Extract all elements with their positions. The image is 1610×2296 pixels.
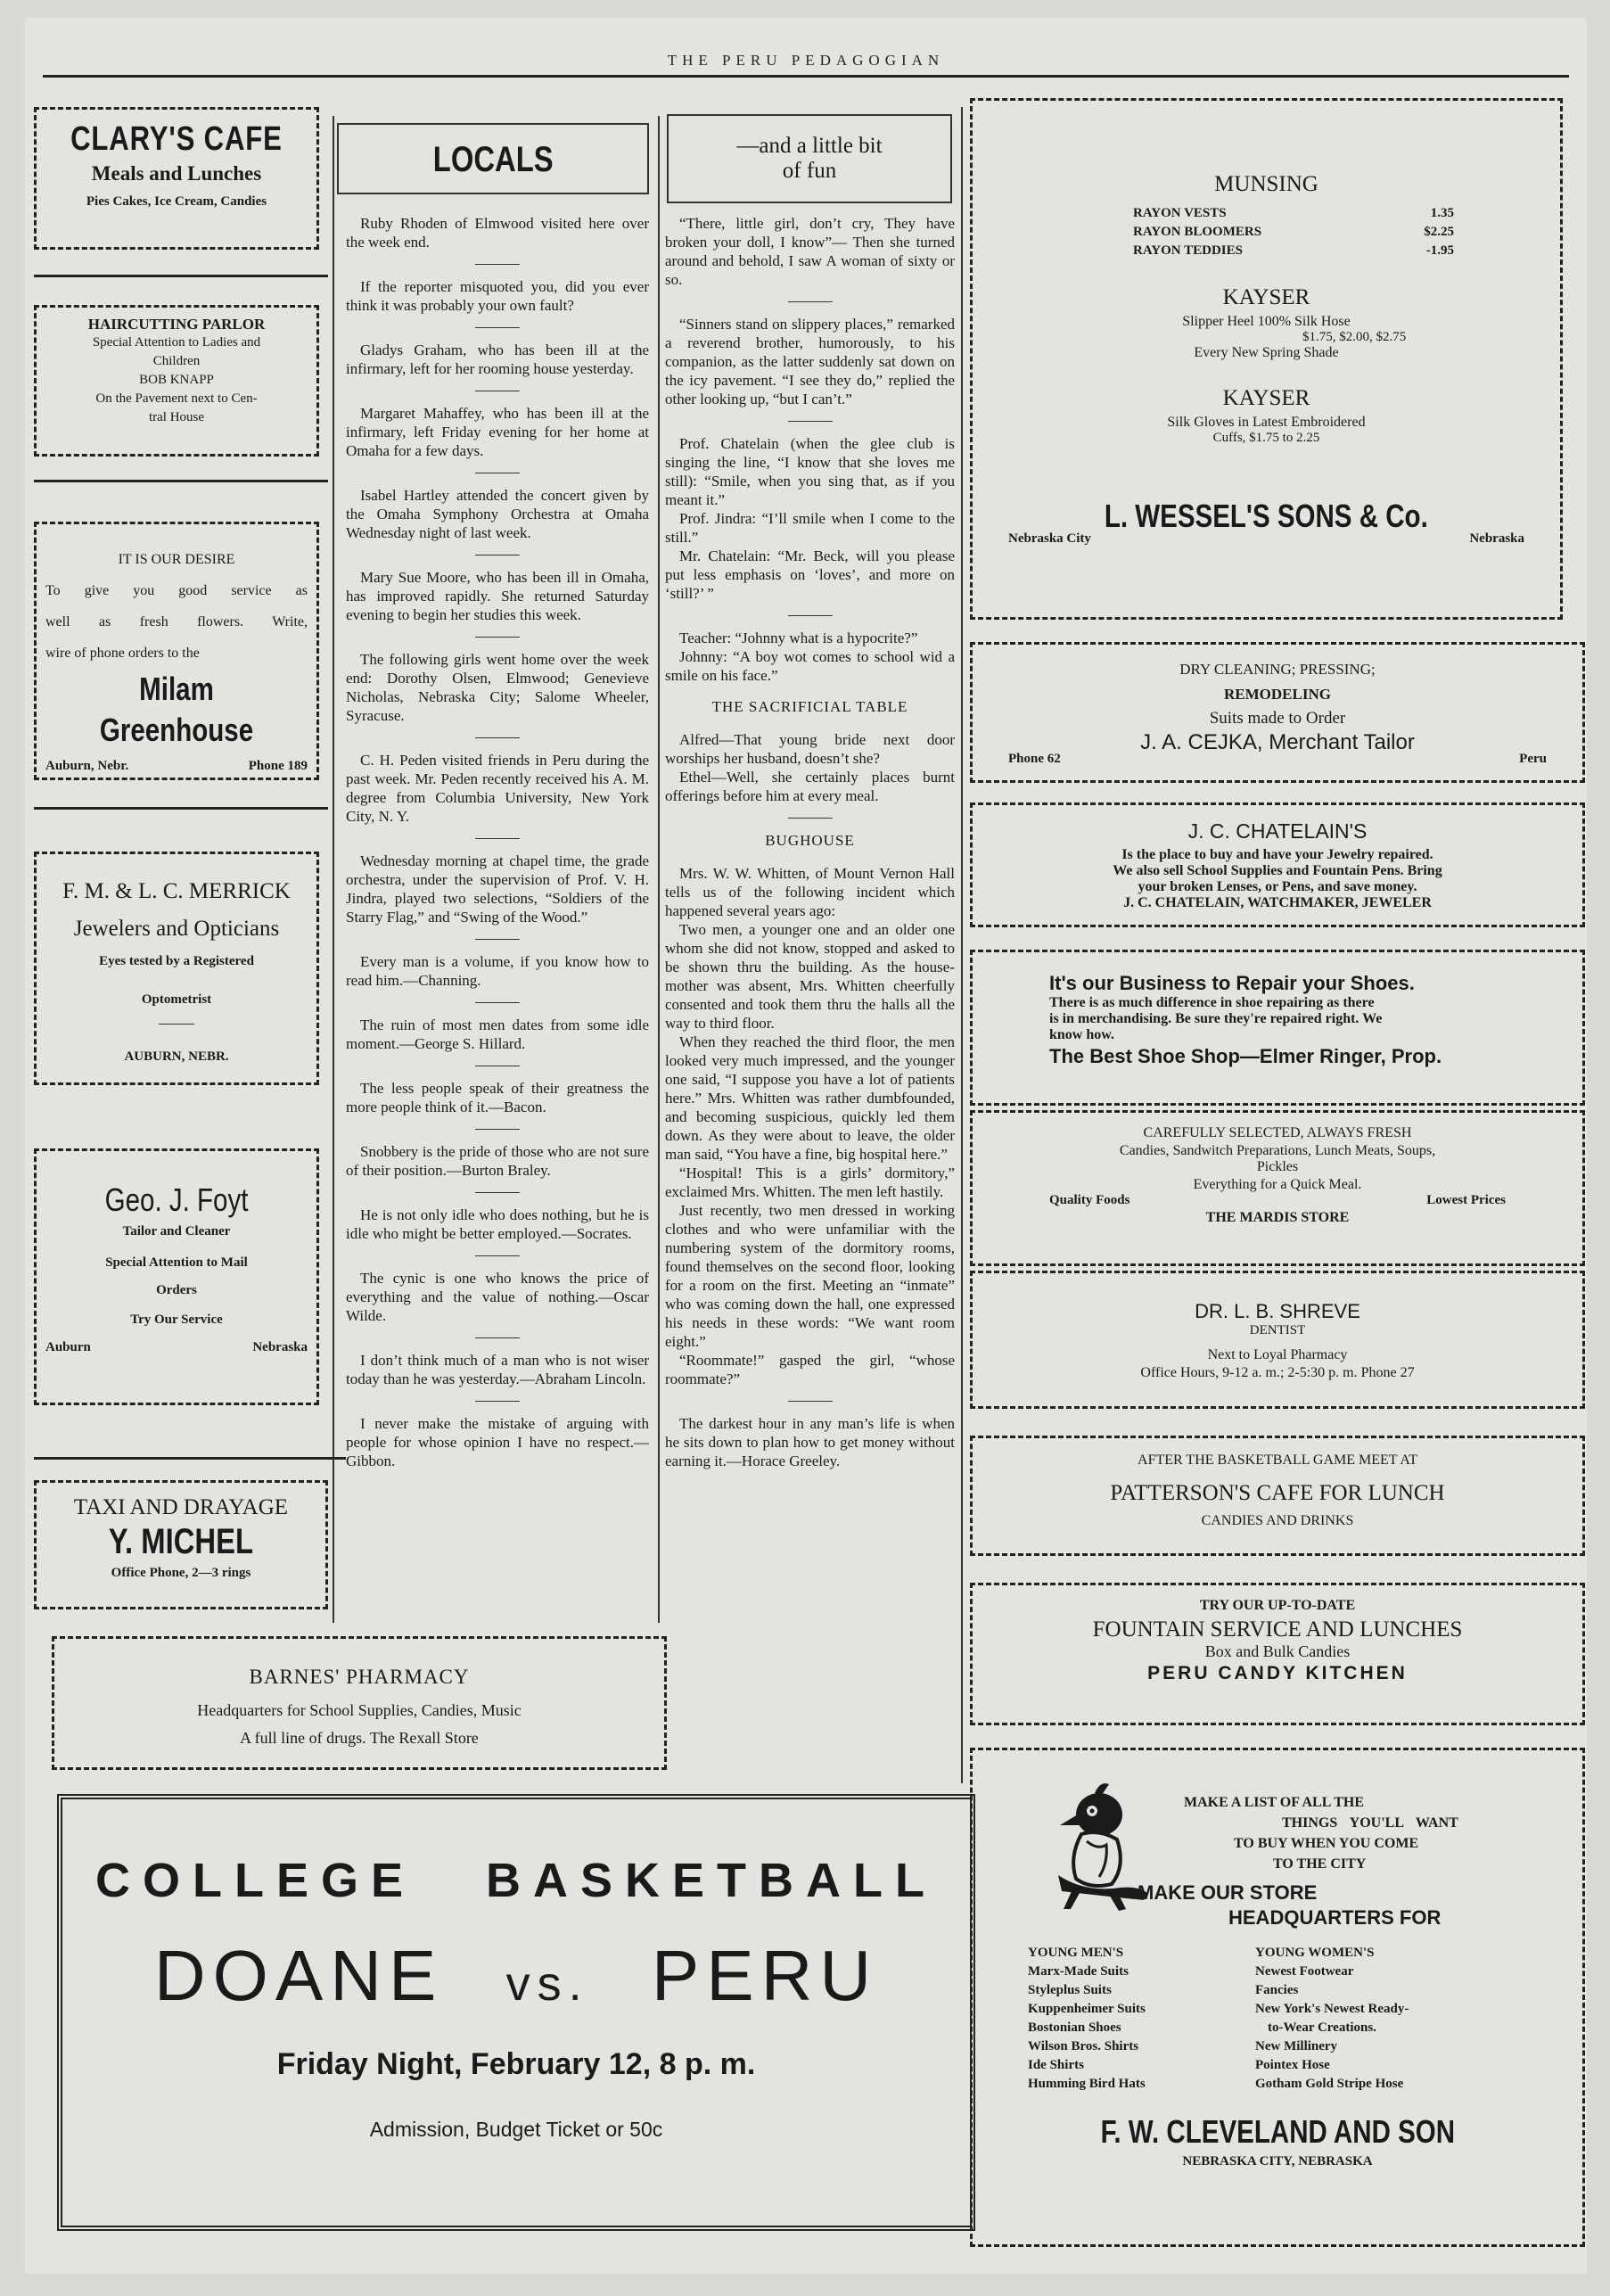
wessel-name: L. WESSEL'S SONS & Co. <box>1105 498 1428 534</box>
haircut-title: HAIRCUTTING PARLOR <box>87 316 266 333</box>
locals-item-17: I never make the mistake of arguing with people for whose opinion I have no respect.—Gibbon. <box>346 1415 649 1469</box>
cejka-line2: REMODELING <box>1224 686 1331 703</box>
fun-p5: Mr. Chatelain: “Mr. Beck, will you please put less emphasis on ‘loves’, and more on ‘still?’ ” <box>665 547 955 602</box>
clarys-line1: Meals and Lunches <box>91 162 262 185</box>
ad-cejka <box>970 642 1585 783</box>
ad-milam-greenhouse <box>34 522 319 780</box>
header-rule <box>43 75 1569 78</box>
fun-head-sacrificial: THE SACRIFICIAL TABLE <box>711 698 908 715</box>
cleveland-mens-1: Marx-Made Suits <box>1028 1964 1129 1979</box>
fun-head-bughouse: BUGHOUSE <box>765 832 855 849</box>
wessel-item-1-price: 1.35 <box>1430 206 1454 220</box>
locals-item-16: I don’t think much of a man who is not wiser today than he was yesterday.—Abraham Lincoln. <box>346 1352 649 1387</box>
wessel-munsing: MUNSING <box>1214 172 1318 196</box>
shreve-line1: DENTIST <box>1249 1323 1306 1337</box>
cleveland-line1: MAKE A LIST OF ALL THE <box>1184 1795 1364 1810</box>
ad-shoe-shop <box>970 950 1585 1106</box>
newspaper-page <box>25 18 1587 2274</box>
ad-chatelain <box>970 802 1585 927</box>
michel-phone: Office Phone, 2—3 rings <box>111 1566 251 1580</box>
fun-p16: The darkest hour in any man’s life is when he sits down to plan how to get money without earning it.—Horace Greeley. <box>665 1415 955 1469</box>
cleveland-mens-title: YOUNG MEN'S <box>1028 1946 1124 1960</box>
fun-p2: “Sinners stand on slippery places,” remarked a reverend brother, humorously, to his companion, as the latter suddenly sat down on the icy pavement. “I see they do,” replied the other looking up, “but I can’t.” <box>665 316 955 407</box>
cejka-phone: Phone 62 <box>1008 752 1061 766</box>
locals-right-rule <box>658 116 660 1623</box>
shreve-line2: Next to Loyal Pharmacy <box>1207 1347 1348 1362</box>
fun-p4: Prof. Jindra: “I’ll smile when I come to the still.” <box>665 510 955 546</box>
cleveland-line2: THINGS YOU'LL WANT <box>1282 1815 1458 1831</box>
mardis-left: Quality Foods <box>1049 1193 1130 1207</box>
michel-line1: TAXI AND DRAYAGE <box>73 1495 289 1519</box>
barnes-line2: A full line of drugs. The Rexall Store <box>240 1729 479 1747</box>
foyt-line3: Orders <box>156 1283 197 1297</box>
cleveland-intro <box>1175 1792 1549 1874</box>
locals-item-6: Mary Sue Moore, who has been ill in Omaha, has improved rapidly. She returned Saturday evening to begin her studies this week. <box>346 569 649 623</box>
cleveland-womens-3: New York's Newest Ready- <box>1255 2002 1409 2016</box>
fun-p8: Alfred—That young bride next door worships her husband, doesn’t she? <box>665 731 955 767</box>
locals-column <box>346 214 649 1483</box>
clarys-name: CLARY'S CAFE <box>70 120 283 158</box>
shreve-line3: Office Hours, 9-12 a. m.; 2-5:30 p. m. Phone 27 <box>1140 1365 1415 1380</box>
milam-city: Auburn, Nebr. <box>45 759 129 773</box>
ad-barnes-pharmacy <box>52 1636 667 1770</box>
cleveland-mens-6: Ide Shirts <box>1028 2058 1084 2072</box>
wessel-city: Nebraska City <box>1008 531 1091 546</box>
fun-title-2: of fun <box>782 159 837 183</box>
haircut-line3: BOB KNAPP <box>139 373 214 387</box>
candy-line1: TRY OUR UP-TO-DATE <box>1199 1598 1356 1613</box>
wessel-kayser1-prices: $1.75, $2.00, $2.75 <box>1302 330 1407 344</box>
fun-p14: Just recently, two men dressed in working clothes and who were unfamiliar with the numbering system of the dormitory rooms, found themselves on the second floor, looking for a room on the first. Meeting an “inmate” who was coming down the hall, one expressed his needs in these words: “We want room eight.” <box>665 1202 955 1350</box>
shoe-line1: It's our Business to Repair your Shoes. <box>1049 972 1415 994</box>
basketball-peru: PERU <box>651 1936 879 2015</box>
cejka-line1: DRY CLEANING; PRESSING; <box>1179 661 1376 678</box>
fun-p13: “Hospital! This is a girls’ dormitory,” exclaimed Mrs. Whitten. The men left hastily. <box>665 1164 955 1200</box>
wessel-item-3-name: RAYON TEDDIES <box>1133 243 1243 258</box>
ad-shreve <box>970 1271 1585 1409</box>
chatelain-line4: J. C. CHATELAIN, WATCHMAKER, JEWELER <box>1123 895 1432 910</box>
cleveland-name: F. W. CLEVELAND AND SON <box>1100 2113 1455 2150</box>
cleveland-womens-6: Pointex Hose <box>1255 2058 1330 2072</box>
ad-mardis-store <box>970 1110 1585 1266</box>
cejka-name: J. A. CEJKA, Merchant Tailor <box>1140 730 1415 754</box>
cleveland-line4: TO THE CITY <box>1273 1856 1367 1872</box>
chatelain-name: J. C. CHATELAIN'S <box>1187 819 1368 843</box>
cleveland-footer <box>970 2113 1585 2169</box>
cleveland-mens-5: Wilson Bros. Shirts <box>1028 2039 1139 2053</box>
basketball-doane: DOANE <box>153 1936 444 2015</box>
foyt-line2: Special Attention to Mail <box>105 1255 248 1270</box>
cleveland-mens-4: Bostonian Shoes <box>1028 2020 1121 2035</box>
michel-name: Y. MICHEL <box>108 1522 254 1561</box>
locals-item-14: He is not only idle who does nothing, but he is idle who might be better employed.—Socrates. <box>346 1206 649 1242</box>
cleveland-womens-list <box>1255 1944 1523 2094</box>
candy-line3: Box and Bulk Candies <box>1204 1642 1351 1660</box>
shoe-line4: know how. <box>1049 1027 1114 1042</box>
patterson-line1: AFTER THE BASKETBALL GAME MEET AT <box>1138 1452 1417 1468</box>
foyt-name: Geo. J. Foyt <box>104 1181 249 1218</box>
left-rule-4 <box>34 1457 346 1460</box>
locals-item-12: The less people speak of their greatness the more people think of it.—Bacon. <box>346 1080 649 1115</box>
fun-right-rule <box>961 107 963 1783</box>
mardis-line4: Everything for a Quick Meal. <box>1193 1177 1362 1192</box>
merrick-rule <box>159 1024 194 1025</box>
locals-item-15: The cynic is one who knows the price of everything and the value of nothing.—Oscar Wilde. <box>346 1270 649 1324</box>
locals-item-7: The following girls went home over the week end: Dorothy Olsen, Elmwood; Genevieve Nicholas, Nebraska City; Salome Wheeler, Syracuse. <box>346 651 649 724</box>
left-rule-2 <box>34 480 328 482</box>
cejka-line3: Suits made to Order <box>1209 709 1346 728</box>
wessel-kayser-1: KAYSER <box>1222 285 1310 309</box>
locals-item-9: Wednesday morning at chapel time, the grade orchestra, under the supervision of Prof. V. H. Jindra, played two selections, “Soldiers of the Starry Flag,” and “Swing of the Wood.” <box>346 852 649 926</box>
wessel-item-2-price: $2.25 <box>1424 225 1454 239</box>
ad-clarys-cafe <box>34 107 319 250</box>
cleveland-mens-list <box>1028 1944 1242 2094</box>
mardis-line2: Candies, Sandwitch Preparations, Lunch Meats, Soups, <box>1119 1143 1436 1158</box>
cleveland-mens-3: Kuppenheimer Suits <box>1028 2002 1146 2016</box>
fun-title-box <box>667 114 952 203</box>
haircut-line2: Children <box>152 354 201 368</box>
haircut-line4: On the Pavement next to Cen- <box>95 391 258 406</box>
cleveland-city: NEBRASKA CITY, NEBRASKA <box>1182 2154 1373 2168</box>
wessel-kayser2-line1: Silk Gloves in Latest Embroidered <box>1167 415 1366 430</box>
milam-name: Milam Greenhouse <box>99 671 254 748</box>
shreve-name: DR. L. B. SHREVE <box>1195 1300 1360 1322</box>
cleveland-womens-5: New Millinery <box>1255 2039 1338 2053</box>
shoe-name: The Best Shoe Shop—Elmer Ringer, Prop. <box>1049 1045 1442 1067</box>
haircut-line1: Special Attention to Ladies and <box>92 335 261 350</box>
haircut-line5: tral House <box>148 410 205 424</box>
milam-line4: wire of phone orders to the <box>45 646 200 661</box>
cleveland-mens-2: Styleplus Suits <box>1028 1983 1112 1997</box>
cleveland-womens-2: Fancies <box>1255 1983 1299 1997</box>
ad-haircutting <box>34 305 319 457</box>
chatelain-line1: Is the place to buy and have your Jewelry repaired. <box>1121 847 1433 862</box>
basketball-vs: vs. <box>505 1957 589 2011</box>
merrick-name: F. M. & L. C. MERRICK <box>62 879 291 903</box>
candy-name: PERU CANDY KITCHEN <box>1147 1663 1408 1683</box>
locals-item-1: Ruby Rhoden of Elmwood visited here over the week end. <box>346 215 649 251</box>
fun-p12: When they reached the third floor, the men looked very much impressed, and the younger one said, “I suppose you have a lot of patients here.” Mrs. Whitten was rather dumbfounded, and becoming suspicious, quickly led them down. As they were about to leave, the older man said, “You have a fine, big hospital here.” <box>665 1033 955 1163</box>
merrick-city: AUBURN, NEBR. <box>124 1049 229 1064</box>
locals-item-4: Margaret Mahaffey, who has been ill at the infirmary, left Friday evening for her home at Omaha for a few days. <box>346 405 649 459</box>
basketball-line1: COLLEGE BASKETBALL <box>95 1854 937 1907</box>
chatelain-line2: We also sell School Supplies and Fountain Pens. Bring <box>1113 863 1442 878</box>
cleveland-womens-4: to-Wear Creations. <box>1268 2020 1376 2035</box>
locals-title-box <box>337 123 649 194</box>
basketball-line4: Admission, Budget Ticket or 50c <box>369 2118 663 2141</box>
barnes-line1: Headquarters for School Supplies, Candies, Music <box>197 1701 522 1719</box>
cleveland-womens-7: Gotham Gold Stripe Hose <box>1255 2077 1404 2091</box>
ad-michel <box>34 1480 328 1609</box>
fun-p15: “Roommate!” gasped the girl, “whose roommate?” <box>665 1352 955 1387</box>
shoe-line2: There is as much difference in shoe repairing as there <box>1049 995 1375 1010</box>
page-header: THE PERU PEDAGOGIAN <box>667 52 945 69</box>
locals-item-8: C. H. Peden visited friends in Peru during the past week. Mr. Peden recently received his A. M. degree from Columbia University, New York City, N. Y. <box>346 752 649 825</box>
fun-column <box>665 214 955 1483</box>
mardis-line1: CAREFULLY SELECTED, ALWAYS FRESH <box>1143 1125 1412 1140</box>
clarys-line2: Pies Cakes, Ice Cream, Candies <box>86 194 267 209</box>
locals-item-5: Isabel Hartley attended the concert given by the Omaha Symphony Orchestra at Omaha Wednesday night of last week. <box>346 487 649 541</box>
wessel-kayser-2: KAYSER <box>1222 386 1310 410</box>
foyt-state: Nebraska <box>252 1340 308 1354</box>
ad-basketball <box>57 1794 975 2231</box>
mardis-right: Lowest Prices <box>1426 1193 1506 1207</box>
barnes-name: BARNES' PHARMACY <box>249 1666 470 1688</box>
ad-patterson <box>970 1436 1585 1556</box>
fun-p7: Johnny: “A boy wot comes to school wid a smile on his face.” <box>665 648 955 684</box>
wessel-state: Nebraska <box>1469 531 1524 546</box>
milam-phone: Phone 189 <box>248 759 308 773</box>
foyt-city: Auburn <box>45 1340 91 1354</box>
fun-p1: “There, little girl, don’t cry, They have broken your doll, I know”— Then she turned around and behold, I saw A woman of sixty or so. <box>665 215 955 288</box>
merrick-line1: Jewelers and Opticians <box>73 917 280 941</box>
patterson-name: PATTERSON'S CAFE FOR LUNCH <box>1110 1481 1445 1505</box>
fun-p10: Mrs. W. W. Whitten, of Mount Vernon Hall tells us of the following incident which happened several years ago: <box>665 865 955 919</box>
fun-p11: Two men, a younger one and an older one whom she did not know, stopped and asked to be shown thru the building. As the house-mother was absent, Mrs. Whitten cheerfully consented and took them thru the halls all the way to third floor. <box>665 921 955 1032</box>
foyt-line4: Try Our Service <box>130 1313 223 1327</box>
mardis-line3: Pickles <box>1256 1159 1299 1174</box>
shoe-line3: is in merchandising. Be sure they're repaired right. We <box>1049 1011 1383 1026</box>
cejka-city: Peru <box>1519 752 1547 766</box>
wessel-item-2-name: RAYON BLOOMERS <box>1133 225 1262 239</box>
locals-item-13: Snobbery is the pride of those who are not sure of their position.—Burton Braley. <box>346 1143 649 1179</box>
left-rule-1 <box>34 275 328 277</box>
wessel-kayser2-line2: Cuffs, $1.75 to 2.25 <box>1212 431 1320 445</box>
locals-item-11: The ruin of most men dates from some idle moment.—George S. Hillard. <box>346 1016 649 1052</box>
milam-line3: well as fresh flowers. Write, <box>45 614 308 630</box>
cleveland-mens-7: Humming Bird Hats <box>1028 2077 1146 2091</box>
wessel-kayser1-line1: Slipper Heel 100% Silk Hose <box>1182 314 1351 329</box>
merrick-line2: Eyes tested by a Registered <box>99 954 254 968</box>
fun-p9: Ethel—Well, she certainly places burnt offerings before him at every meal. <box>665 769 955 804</box>
ad-candy-kitchen <box>970 1583 1585 1725</box>
mardis-name: THE MARDIS STORE <box>1205 1210 1350 1225</box>
basketball-line3: Friday Night, February 12, 8 p. m. <box>276 2047 756 2081</box>
cleveland-line5: MAKE OUR STORE <box>1138 1881 1318 1904</box>
fun-p6: Teacher: “Johnny what is a hypocrite?” <box>679 630 918 646</box>
locals-item-2: If the reporter misquoted you, did you ever think it was probably your own fault? <box>346 278 649 314</box>
locals-title: LOCALS <box>432 140 554 179</box>
ad-merrick <box>34 852 319 1085</box>
wessel-item-1-name: RAYON VESTS <box>1133 206 1227 220</box>
patterson-line2: CANDIES AND DRINKS <box>1201 1513 1354 1528</box>
fun-p3: Prof. Chatelain (when the glee club is singing the line, “I know that she loves me still): “Smile, when you sing that, as if you meant it.” <box>665 435 955 508</box>
locals-left-rule <box>333 116 334 1623</box>
fun-title-1: —and a little bit <box>736 134 883 158</box>
foyt-line1: Tailor and Cleaner <box>122 1224 231 1239</box>
milam-line1: IT IS OUR DESIRE <box>118 552 235 567</box>
cleveland-line6: HEADQUARTERS FOR <box>1228 1906 1442 1929</box>
wessel-item-3-price: -1.95 <box>1425 243 1454 258</box>
chatelain-line3: your broken Lenses, or Pens, and save money. <box>1138 879 1417 894</box>
merrick-line3: Optometrist <box>141 992 212 1007</box>
locals-item-10: Every man is a volume, if you know how to read him.—Channing. <box>346 953 649 989</box>
cleveland-line3: TO BUY WHEN YOU COME <box>1234 1836 1419 1851</box>
ad-wessel <box>970 98 1563 620</box>
candy-line2: FOUNTAIN SERVICE AND LUNCHES <box>1092 1617 1463 1642</box>
left-rule-3 <box>34 807 328 810</box>
wessel-kayser1-line2: Every New Spring Shade <box>1194 345 1339 360</box>
ad-foyt <box>34 1148 319 1405</box>
cleveland-womens-title: YOUNG WOMEN'S <box>1255 1946 1375 1960</box>
milam-line2: To give you good service as <box>45 583 308 598</box>
cleveland-womens-1: Newest Footwear <box>1255 1964 1354 1979</box>
locals-item-3: Gladys Graham, who has been ill at the infirmary, left for her rooming house yesterday. <box>346 342 649 377</box>
